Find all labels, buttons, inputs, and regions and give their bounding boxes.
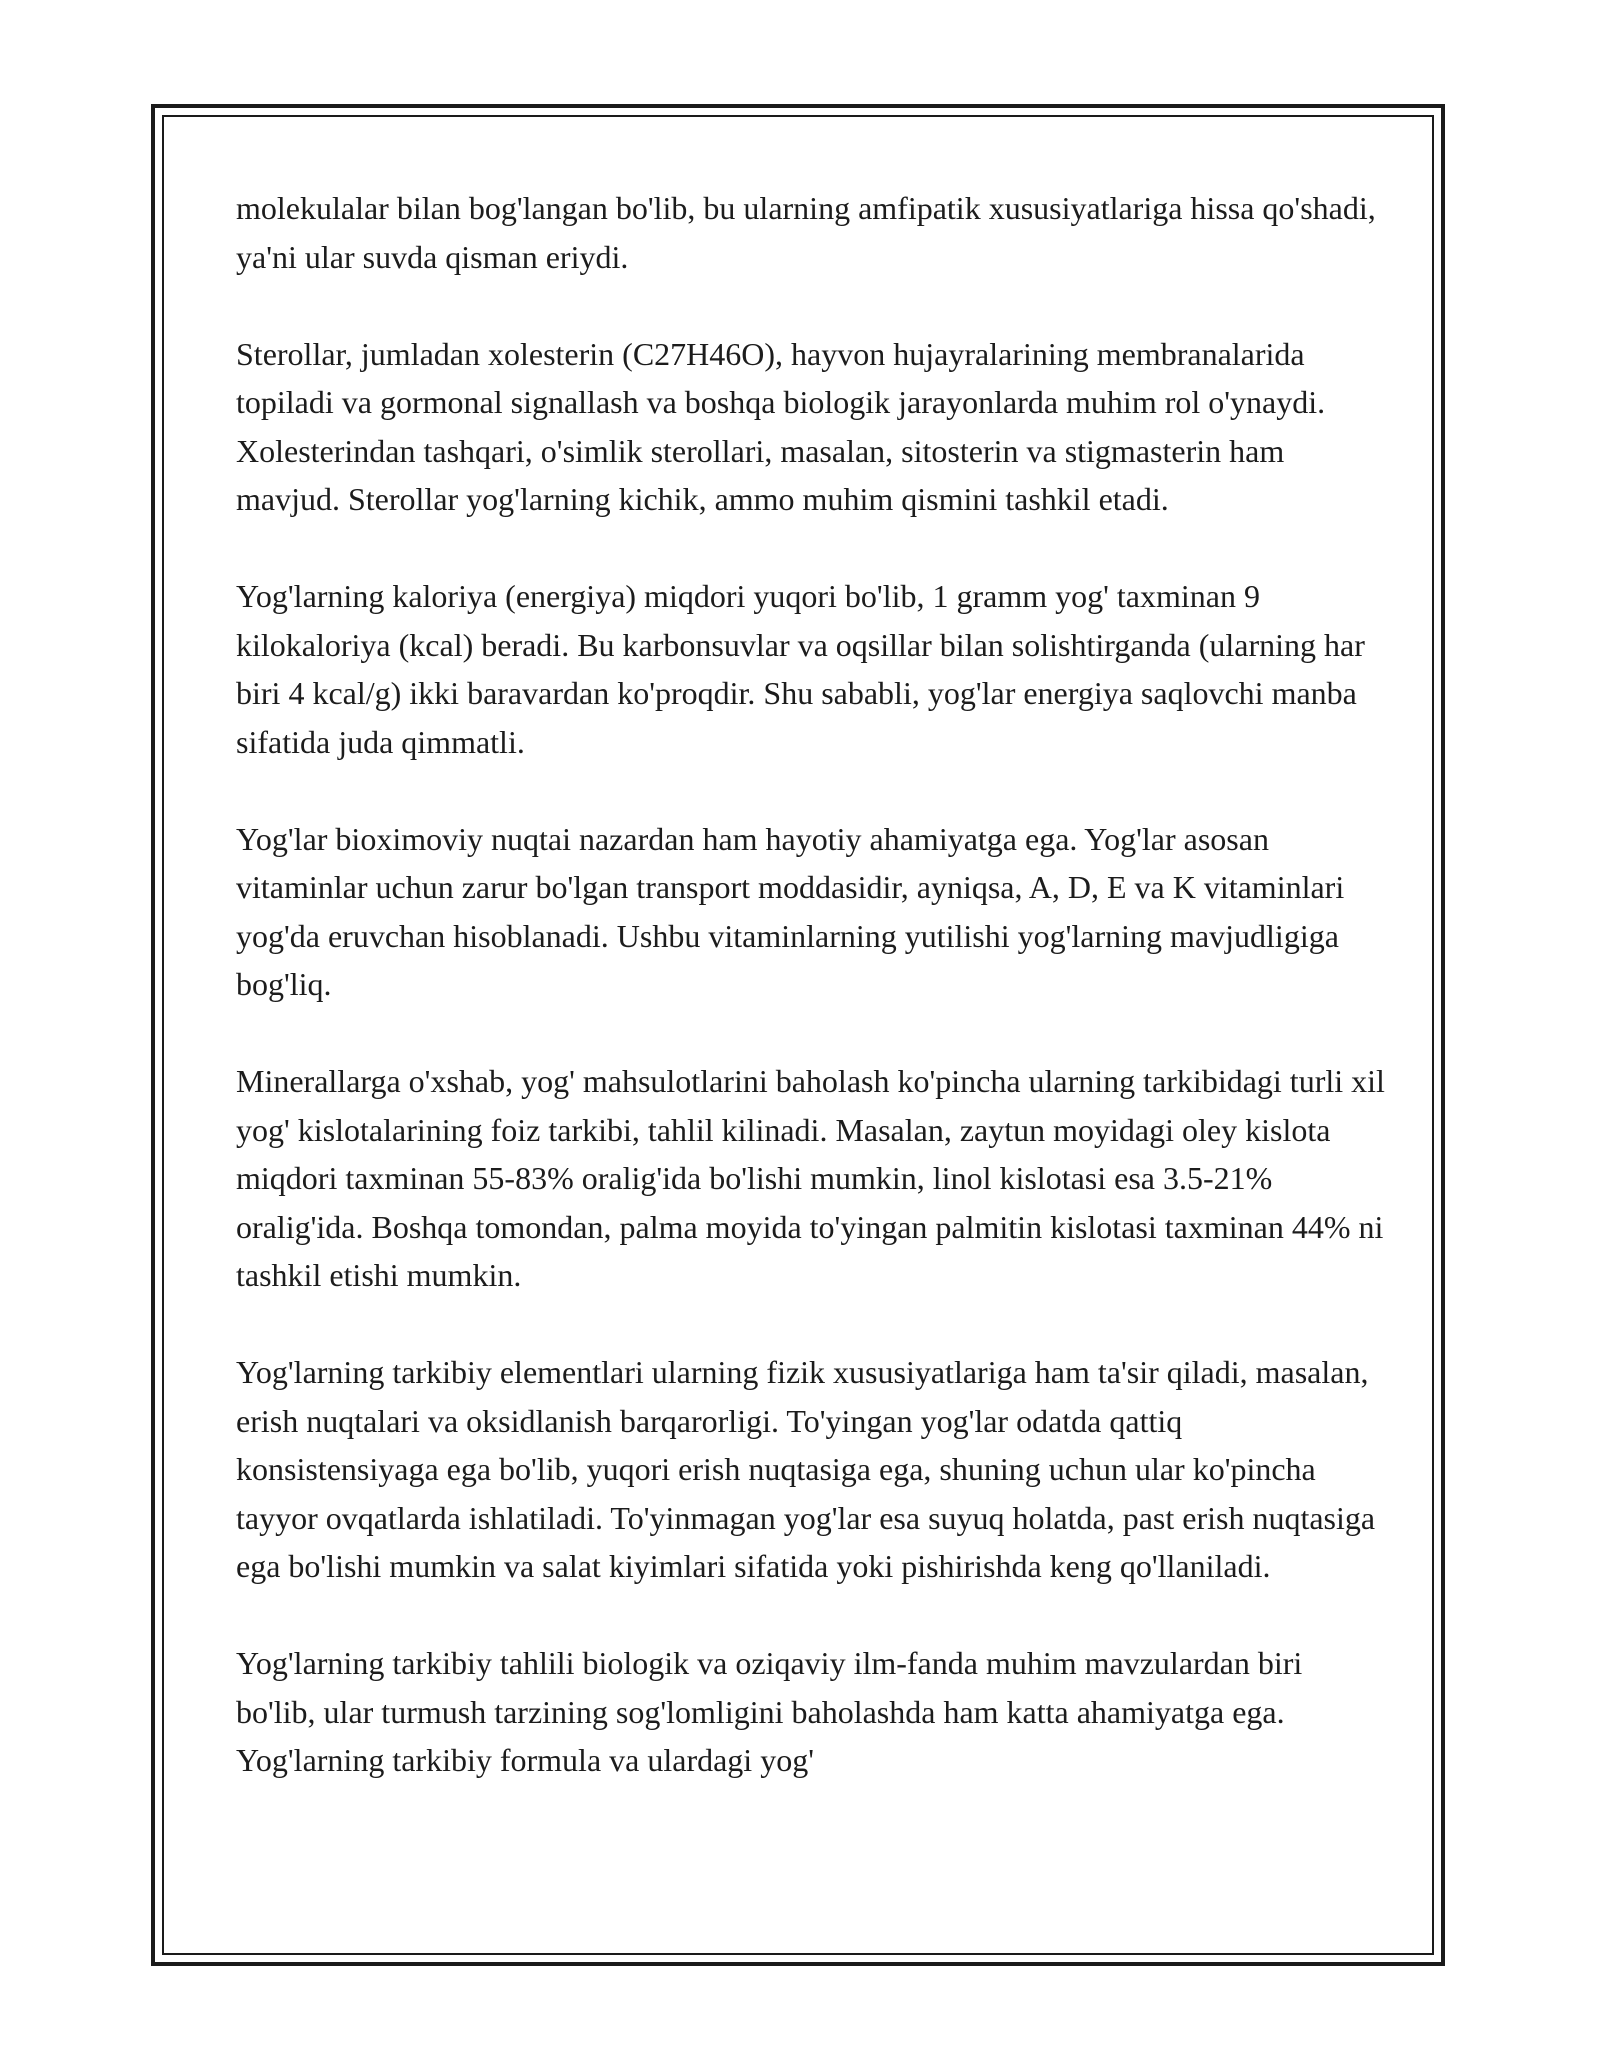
document-body: [236, 184, 1386, 1785]
paragraph: Yog'larning kaloriya (energiya) miqdori yuqori bo'lib, 1 gramm yog' taxminan 9 kilokaloriya (kcal) beradi. Bu karbonsuvlar va oqsillar bilan solishtirganda (ularning har biri 4 kcal/g) ikki baravardan ko'proqdir. Shu sababli, yog'lar energiya saqlovchi manba sifatida juda qimmatli.: [236, 578, 1365, 760]
paragraph: Yog'larning tarkibiy tahlili biologik va oziqaviy ilm-fanda muhim mavzulardan biri bo'lib, ular turmush tarzining sog'lomligini baholashda ham katta ahamiyatga ega. Yog'larning tarkibiy formula va ulardagi yog': [236, 1645, 1303, 1778]
paragraph: Sterollar, jumladan xolesterin (C27H46O), hayvon hujayralarining membranalarida topiladi va gormonal signallash va boshqa biologik jarayonlarda muhim rol o'ynaydi. Xolesterindan tashqari, o'simlik sterollari, masalan, sitosterin va stigmasterin ham mavjud. Sterollar yog'larning kichik, ammo muhim qismini tashkil etadi.: [236, 335, 1326, 517]
paragraph: Yog'lar bioximoviy nuqtai nazardan ham hayotiy ahamiyatga ega. Yog'lar asosan vitaminlar uchun zarur bo'lgan transport moddasidir, ayniqsa, A, D, E va K vitaminlari yog'da eruvchan hisoblanadi. Ushbu vitaminlarning yutilishi yog'larning mavjudligiga bog'liq.: [236, 820, 1345, 1002]
paragraph: molekulalar bilan bog'langan bo'lib, bu ularning amfipatik xususiyatlariga hissa qo'shadi, ya'ni ular suvda qisman eriydi.: [236, 190, 1376, 275]
paragraph: Minerallarga o'xshab, yog' mahsulotlarini baholash ko'pincha ularning tarkibidagi turli xil yog' kislotalarining foiz tarkibi, tahlil kilinadi. Masalan, zaytun moyidagi oley kislota miqdori taxminan 55-83% oralig'ida bo'lishi mumkin, linol kislotasi esa 3.5-21% oralig'ida. Boshqa tomondan, palma moyida to'yingan palmitin kislotasi taxminan 44% ni tashkil etishi mumkin.: [236, 1063, 1385, 1293]
paragraph: Yog'larning tarkibiy elementlari ularning fizik xususiyatlariga ham ta'sir qiladi, masalan, erish nuqtalari va oksidlanish barqarorligi. To'yingan yog'lar odatda qattiq konsistensiyaga ega bo'lib, yuqori erish nuqtasiga ega, shuning uchun ular ko'pincha tayyor ovqatlarda ishlatiladi. To'yinmagan yog'lar esa suyuq holatda, past erish nuqtasiga ega bo'lishi mumkin va salat kiyimlari sifatida yoki pishirishda keng qo'llaniladi.: [236, 1354, 1376, 1584]
